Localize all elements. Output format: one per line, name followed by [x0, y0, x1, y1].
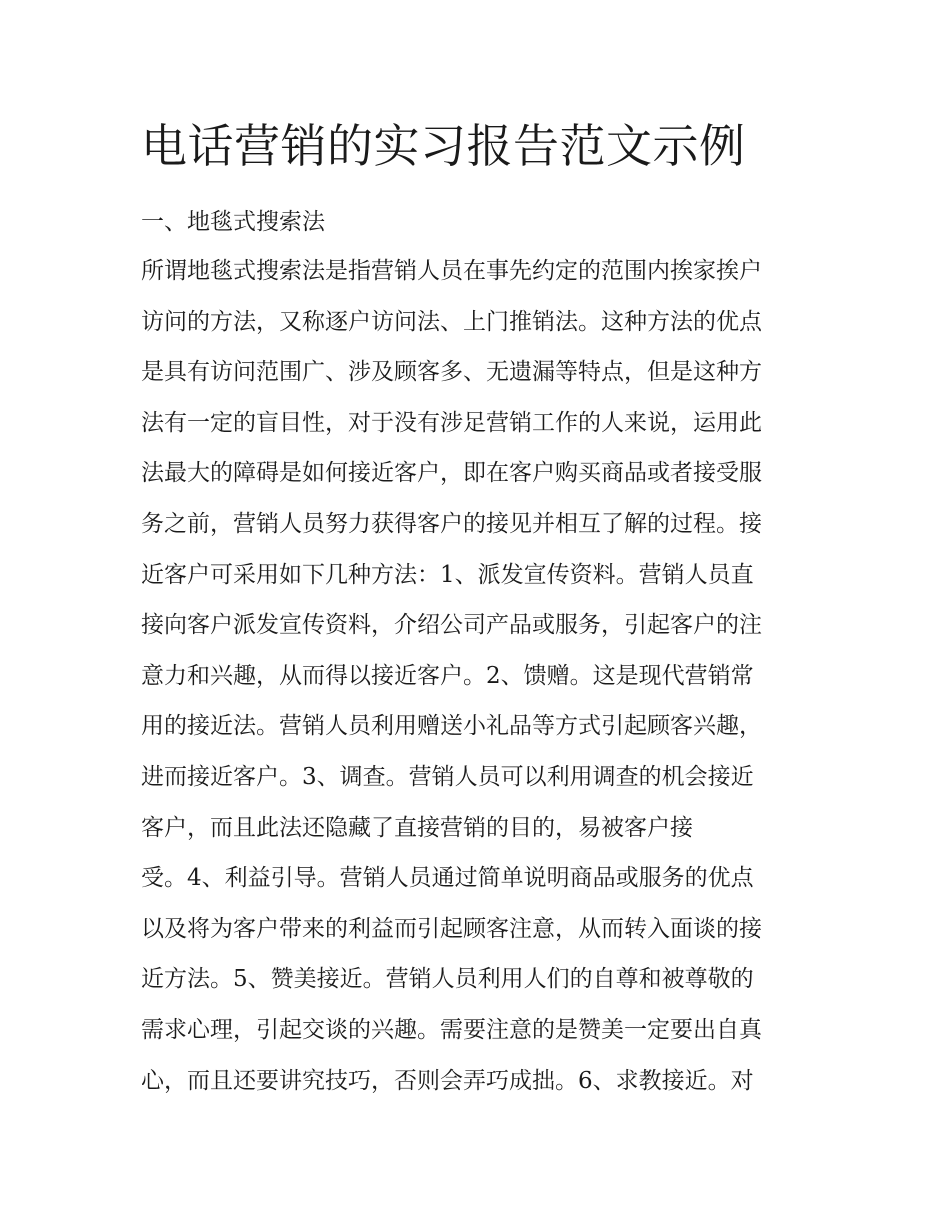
body-line: 接向客户派发宣传资料，介绍公司产品或服务，引起客户的注 [141, 612, 762, 639]
body-line: 近方法。5、赞美接近。营销人员利用人们的自尊和被尊敬的 [141, 966, 754, 993]
body-line: 法最大的障碍是如何接近客户，即在客户购买商品或者接受服 [141, 460, 762, 487]
body-line: 用的接近法。营销人员利用赠送小礼品等方式引起顾客兴趣， [141, 713, 762, 740]
section-heading: 一、地毯式搜索法 [141, 209, 325, 235]
document-title: 电话营销的实习报告范文示例 [141, 119, 746, 173]
body-line: 法有一定的盲目性，对于没有涉足营销工作的人来说，运用此 [141, 409, 762, 436]
body-line: 进而接近客户。3、调查。营销人员可以利用调查的机会接近 [141, 763, 754, 790]
body-line: 受。4、利益引导。营销人员通过简单说明商品或服务的优点 [141, 865, 754, 892]
body-line: 心，而且还要讲究技巧，否则会弄巧成拙。6、求教接近。对 [141, 1067, 754, 1094]
body-line: 以及将为客户带来的利益而引起顾客注意，从而转入面谈的接 [141, 915, 762, 942]
body-line: 所谓地毯式搜索法是指营销人员在事先约定的范围内挨家挨户 [141, 258, 762, 284]
body-line: 客户，而且此法还隐藏了直接营销的目的，易被客户接 [141, 814, 693, 841]
body-paragraph [141, 246, 831, 1106]
body-line: 意力和兴趣，从而得以接近客户。2、馈赠。这是现代营销常 [141, 662, 754, 689]
body-line: 近客户可采用如下几种方法：1、派发宣传资料。营销人员直 [141, 561, 754, 588]
body-line: 访问的方法，又称逐户访问法、上门推销法。这种方法的优点 [141, 308, 762, 335]
body-line: 需求心理，引起交谈的兴趣。需要注意的是赞美一定要出自真 [141, 1016, 762, 1043]
body-line: 务之前，营销人员努力获得客户的接见并相互了解的过程。接 [141, 510, 762, 537]
body-line: 是具有访问范围广、涉及顾客多、无遗漏等特点，但是这种方 [141, 359, 762, 386]
